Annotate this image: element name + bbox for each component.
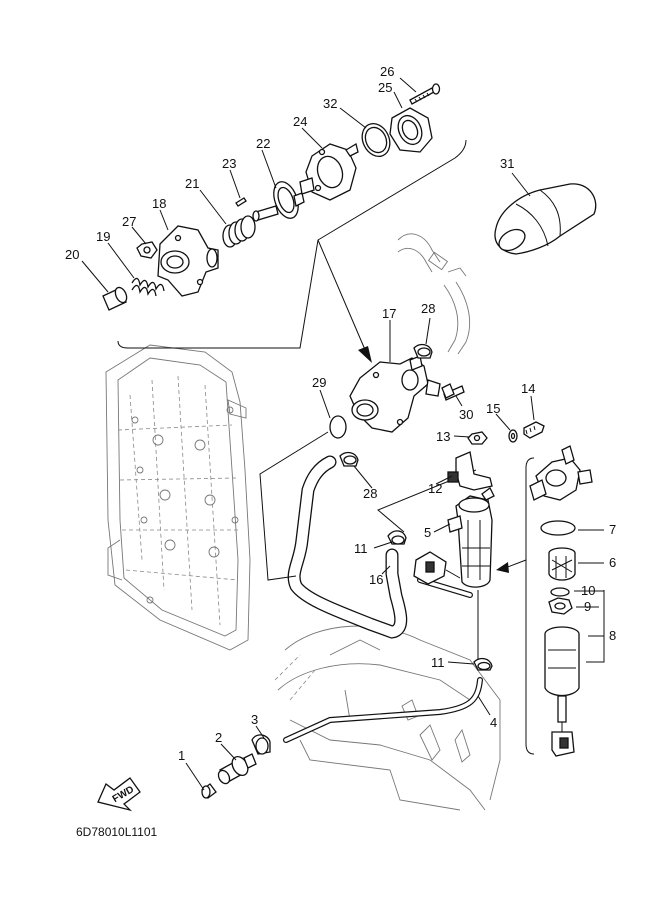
callout-25: 25 [378,80,393,95]
part-18-valve-body [158,226,218,296]
part-15-washer [509,430,517,442]
callout-19: 19 [96,229,111,244]
callout-18: 18 [152,196,167,211]
part-27-nut [137,242,157,258]
part-19-spring [132,278,164,296]
callout-30: 30 [459,407,474,422]
part-1-plug [202,784,216,798]
diagram-code: 6D78010L1101 [76,825,158,839]
filter-bracket [526,458,534,754]
part-6-element [549,548,575,580]
ghost-hose-upper [398,234,470,354]
part-7-oring [541,521,575,535]
callout-9: 9 [584,599,592,614]
callout-21: 21 [185,176,200,191]
svg-text:FWD: FWD [110,784,137,806]
callout-15: 15 [486,401,501,416]
callout-16: 16 [369,572,384,587]
callout-5: 5 [424,525,432,540]
fuel-hoses [286,462,480,740]
callout-6: 6 [609,555,617,570]
part-17-fuel-pump [350,356,440,432]
callout-24: 24 [293,114,308,129]
part-29-oring [330,416,346,438]
connector [414,552,460,584]
callout-22: 22 [256,136,271,151]
callout-32: 32 [323,96,338,111]
group-arrow [318,240,366,352]
part-24-cover [300,144,358,200]
callout-7: 7 [609,522,617,537]
callout-4: 4 [490,715,498,730]
part-12-bracket [448,452,492,490]
filter-arrowhead [496,562,509,573]
part-23-pin [236,198,246,206]
filter-cap-assembly [530,446,592,500]
part-21-spring [223,216,255,247]
callout-12: 12 [428,481,443,496]
part-14-bolt [524,422,544,438]
part-30-bolt [442,384,464,400]
callout-8: 8 [609,628,617,643]
callout-10: 10 [581,583,596,598]
callout-11-lower: 11 [431,655,445,670]
callout-3: 3 [251,712,259,727]
part-8-filter-body [545,627,579,756]
part-5-fuel-filter [448,488,494,587]
callout-26: 26 [380,64,395,79]
callout-28-lower: 28 [363,486,378,501]
part-9-nut [549,598,572,614]
callout-29: 29 [312,375,327,390]
fwd-arrow [98,778,140,810]
callout-14: 14 [521,381,536,396]
callout-13: 13 [436,429,451,444]
callout-1: 1 [178,748,186,763]
part-28-clip-upper [414,345,432,358]
part-11-clip-lower [474,659,492,670]
part-28-clip-lower [340,453,358,466]
group-arrowhead [358,346,372,363]
engine-block-outline [106,345,250,650]
callout-2: 2 [215,730,223,745]
part-31-cover [495,184,596,255]
part-25-cap [390,108,432,152]
callout-23: 23 [222,156,237,171]
part-26-screw [410,84,440,104]
part-3-clip [252,735,270,754]
callout-11-upper: 11 [354,541,368,556]
part-10-clip [551,588,569,596]
part-20-pin [103,286,129,310]
part-13-nut [468,432,487,444]
callout-28-upper: 28 [421,301,436,316]
callout-17: 17 [382,306,397,321]
callout-20: 20 [65,247,80,262]
callout-27: 27 [122,214,137,229]
callout-31: 31 [500,156,515,171]
part-22-diaphragm [253,178,304,221]
part-2-fitting [216,754,256,786]
